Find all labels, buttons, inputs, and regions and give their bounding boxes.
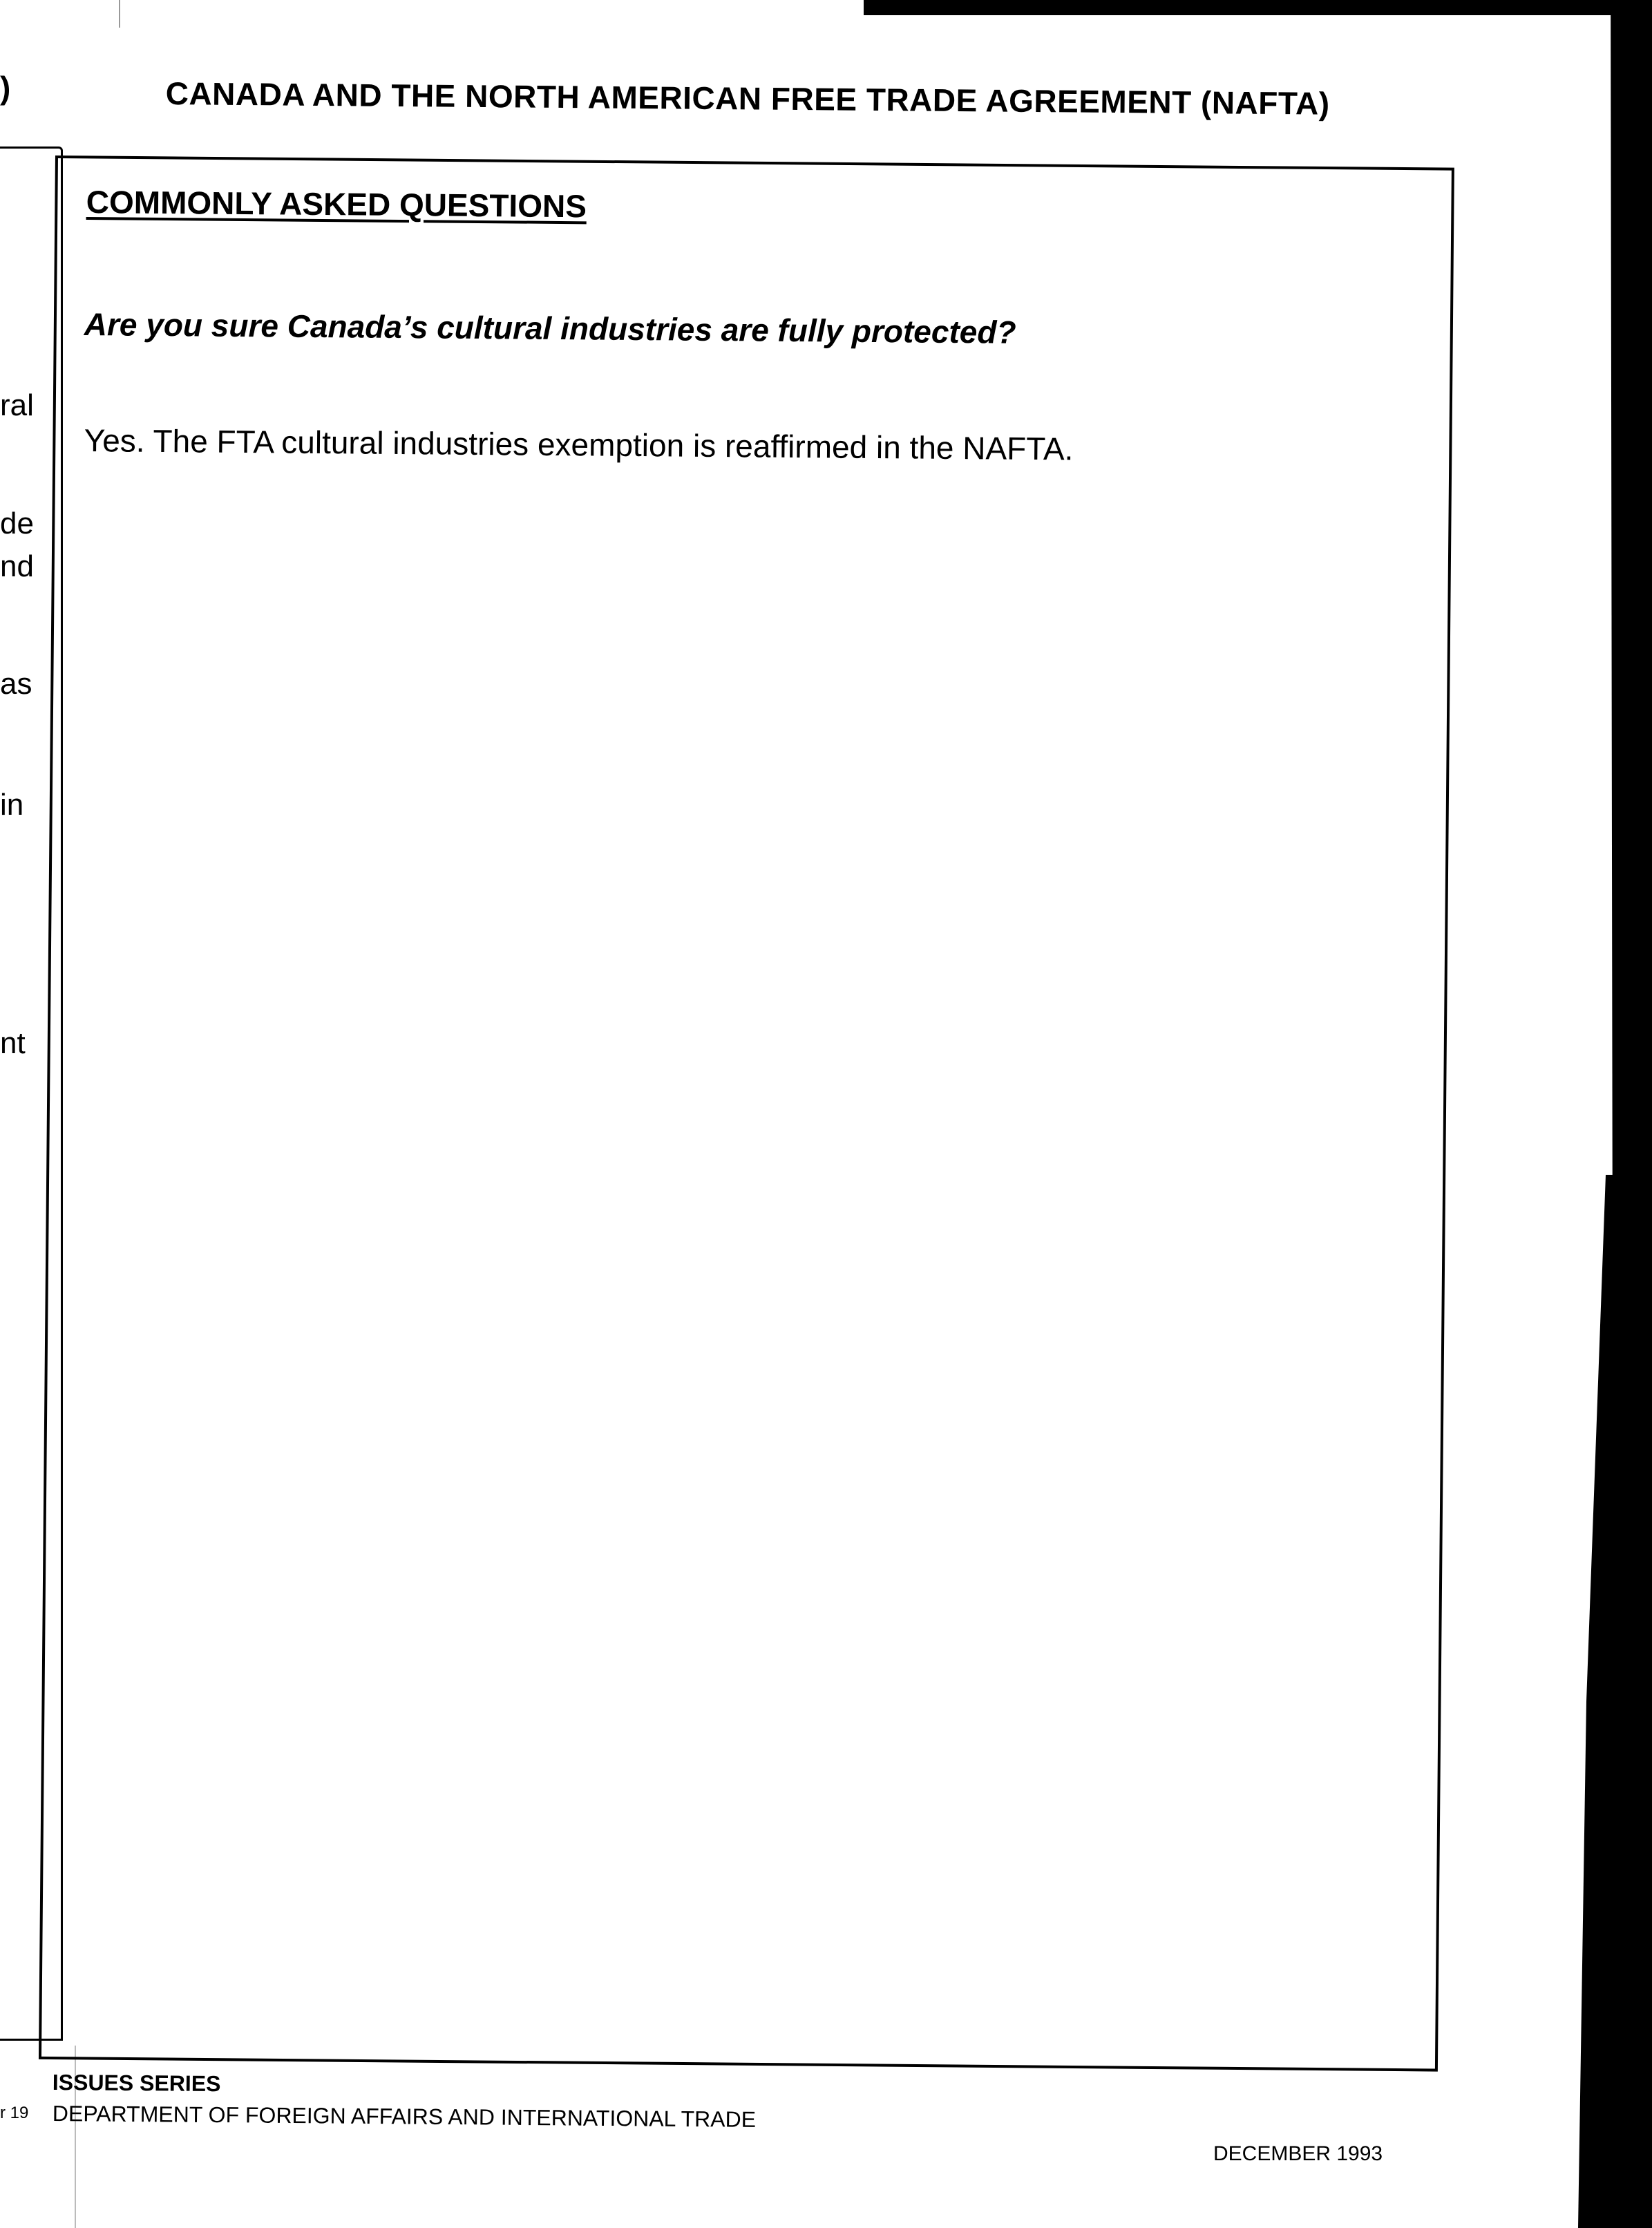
fragment-word: nd — [0, 549, 34, 583]
footer-department: DEPARTMENT OF FOREIGN AFFAIRS AND INTERNATIONAL TRADE — [52, 2101, 757, 2132]
question-text: Are you sure Canada’s cultural industries are fully protected? — [84, 305, 1016, 350]
footer-date: DECEMBER 1993 — [1213, 2142, 1383, 2165]
scan-mark — [119, 0, 120, 28]
fragment-word: ral — [0, 388, 34, 422]
answer-text: Yes. The FTA cultural industries exemption is reaffirmed in the NAFTA. — [84, 422, 1074, 467]
scan-edge-right-lower — [1567, 1175, 1622, 2228]
footer-series: ISSUES SERIES — [52, 2070, 221, 2097]
fragment-date: r 19 — [0, 2104, 29, 2122]
scan-edge-top — [864, 0, 1652, 15]
section-title: COMMONLY ASKED QUESTIONS — [86, 183, 587, 225]
page-header: CANADA AND THE NORTH AMERICAN FREE TRADE AGREEMENT (NAFTA) — [165, 75, 1330, 122]
fragment-word: as — [0, 667, 32, 701]
fragment-word: de — [0, 507, 34, 540]
fragment-paren: ) — [0, 70, 11, 106]
fragment-word: nt — [0, 1026, 26, 1060]
fragment-word: in — [0, 788, 24, 822]
